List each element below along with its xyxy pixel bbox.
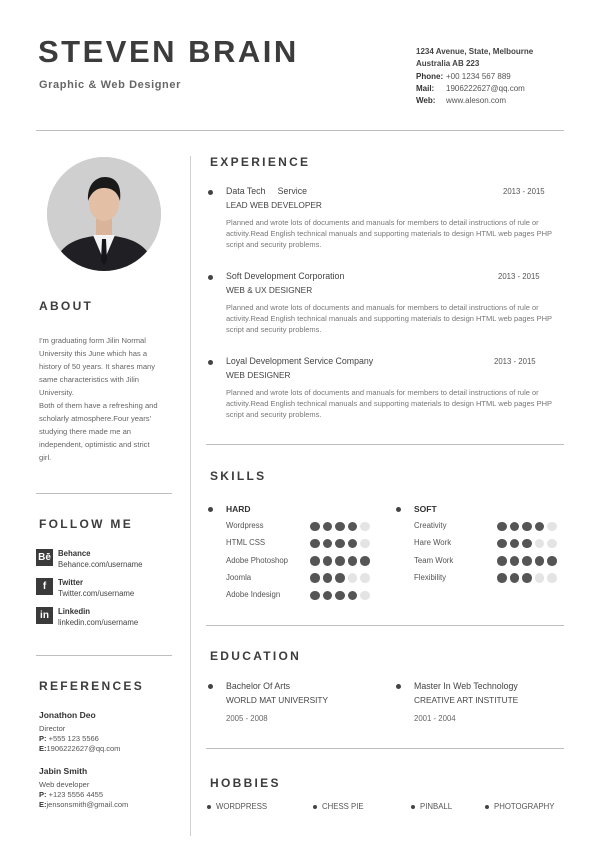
- address-line-2: Australia AB 223: [416, 59, 480, 69]
- about-line: girl.: [39, 453, 52, 462]
- hobby-item: [313, 802, 364, 811]
- about-line: I'm graduating form Jilin Normal: [39, 336, 146, 345]
- social-name: Twitter: [58, 578, 83, 587]
- right-divider: [206, 444, 564, 445]
- bullet-icon: [208, 684, 213, 689]
- rating-dot-empty: [547, 539, 557, 549]
- rating-dot-filled: [522, 556, 532, 566]
- about-line: independent, optimistic and strict: [39, 440, 150, 449]
- mail-row: [416, 83, 533, 95]
- hard-skill-rating: [310, 522, 370, 532]
- rating-dot-filled: [535, 556, 545, 566]
- experience-date: 2013 - 2015: [498, 272, 540, 281]
- education-degree: Master In Web Technology: [414, 681, 518, 691]
- hard-skill-label: Joomla: [226, 572, 252, 582]
- reference-entry: [39, 766, 128, 810]
- social-handle[interactable]: Behance.com/username: [58, 560, 143, 569]
- rating-dot-empty: [360, 522, 370, 532]
- reference-email-label: E:: [39, 744, 47, 753]
- twitter-icon: f: [36, 578, 53, 595]
- rating-dot-filled: [310, 591, 320, 601]
- rating-dot-filled: [323, 556, 333, 566]
- experience-date: 2013 - 2015: [503, 187, 545, 196]
- references-heading: REFERENCES: [39, 679, 145, 693]
- hobby-item: [207, 802, 267, 811]
- soft-skill-label: Creativity: [414, 521, 447, 530]
- reference-role: Director: [39, 724, 66, 733]
- reference-email[interactable]: 1906222627@qq.com: [46, 744, 121, 753]
- rating-dot-empty: [547, 522, 557, 532]
- web-label: Web:: [416, 96, 436, 106]
- reference-entry: [39, 710, 120, 754]
- education-school: WORLD MAT UNIVERSITY: [226, 695, 329, 705]
- behance-icon: Bē: [36, 549, 53, 566]
- rating-dot-filled: [535, 522, 545, 532]
- rating-dot-filled: [510, 573, 520, 583]
- hobby-label: WORDPRESS: [216, 802, 268, 811]
- rating-dot-filled: [335, 539, 345, 549]
- reference-phone-row: [39, 790, 128, 800]
- about-line: Both of them have a refreshing and: [39, 401, 158, 410]
- reference-phone-label: P:: [39, 790, 47, 799]
- experience-role: LEAD WEB DEVELOPER: [226, 200, 322, 210]
- experience-description: Planned and wrote lots of documents and manuals for members to detail instructions of rule or activity.Read English technical manuals and supporting materials to design HTML web pages PHP script and security problems.: [226, 303, 552, 334]
- soft-skill-rating: [497, 539, 557, 549]
- social-name: Linkedin: [58, 607, 91, 616]
- bullet-icon: [208, 360, 213, 365]
- rating-dot-filled: [323, 522, 333, 532]
- resume-job-title: Graphic & Web Designer: [39, 79, 181, 91]
- hard-skill-label: Adobe Photoshop: [226, 555, 288, 565]
- reference-phone: +555 123 5566: [46, 734, 99, 743]
- experience-role: WEB DESIGNER: [226, 370, 291, 380]
- rating-dot-filled: [335, 522, 345, 532]
- mail-value[interactable]: 1906222627@qq.com: [446, 83, 525, 93]
- rating-dot-filled: [510, 522, 520, 532]
- bullet-icon: [208, 190, 213, 195]
- hard-skill-rating: [310, 591, 370, 601]
- about-line: University this June which has a: [39, 349, 148, 358]
- rating-dot-filled: [522, 522, 532, 532]
- about-line: studying there made me an: [39, 427, 132, 436]
- rating-dot-empty: [348, 573, 358, 583]
- web-value[interactable]: www.aleson.com: [446, 96, 507, 106]
- hard-skill-label: HTML CSS: [226, 538, 266, 548]
- experience-company: Loyal Development Service Company: [226, 356, 374, 366]
- about-line: history of 50 years. It shares many: [39, 362, 156, 371]
- soft-skill-rating: [497, 573, 557, 583]
- rating-dot-filled: [497, 522, 507, 532]
- reference-email[interactable]: jensonsmith@gmail.com: [46, 800, 129, 809]
- bullet-icon: [396, 507, 401, 512]
- rating-dot-empty: [360, 591, 370, 601]
- hobby-label: CHESS PIE: [322, 802, 364, 811]
- experience-heading: EXPERIENCE: [210, 155, 311, 169]
- rating-dot-filled: [522, 539, 532, 549]
- follow-heading: FOLLOW ME: [39, 517, 134, 531]
- soft-skill-label: Hare Work: [414, 538, 452, 548]
- social-linkedin[interactable]: [36, 606, 138, 628]
- social-behance[interactable]: [36, 548, 143, 570]
- rating-dot-filled: [510, 539, 520, 549]
- about-line: scholarly atmosphere.Four years': [39, 414, 152, 423]
- resume-name: STEVEN BRAIN: [38, 34, 299, 69]
- rating-dot-filled: [497, 556, 507, 566]
- bullet-icon: [396, 684, 401, 689]
- web-row: [416, 95, 533, 107]
- rating-dot-empty: [360, 539, 370, 549]
- rating-dot-empty: [535, 539, 545, 549]
- rating-dot-filled: [310, 522, 320, 532]
- experience-role: WEB & UX DESIGNER: [226, 285, 313, 295]
- reference-phone-row: [39, 734, 120, 744]
- social-twitter[interactable]: [36, 577, 134, 599]
- linkedin-icon: in: [36, 607, 53, 624]
- phone-value: +00 1234 567 889: [446, 71, 511, 81]
- education-school: CREATIVE ART INSTITUTE: [414, 695, 519, 705]
- rating-dot-filled: [335, 573, 345, 583]
- social-handle[interactable]: linkedin.com/username: [58, 618, 139, 627]
- education-date: 2005 - 2008: [226, 714, 268, 723]
- header-divider: [36, 130, 564, 131]
- rating-dot-filled: [310, 539, 320, 549]
- bullet-icon: [208, 507, 213, 512]
- rating-dot-filled: [348, 591, 358, 601]
- reference-name: Jabin Smith: [39, 766, 88, 776]
- social-handle[interactable]: Twitter.com/username: [58, 589, 135, 598]
- education-heading: EDUCATION: [210, 649, 302, 663]
- soft-skills-heading: SOFT: [414, 504, 437, 514]
- rating-dot-empty: [360, 573, 370, 583]
- hard-skill-label: Wordpress: [226, 521, 264, 530]
- hard-skill-rating: [310, 539, 370, 549]
- experience-description: Planned and wrote lots of documents and manuals for members to detail instructions of rule or activity.Read English technical manuals and supporting materials to design HTML web pages PHP script and security problems.: [226, 218, 552, 249]
- rating-dot-filled: [547, 556, 557, 566]
- address-line-1: 1234 Avenue, State, Melbourne: [416, 47, 534, 56]
- hobby-label: PINBALL: [420, 802, 453, 811]
- rating-dot-filled: [348, 522, 358, 532]
- contact-block: [416, 46, 533, 107]
- reference-email-row: [39, 744, 120, 754]
- profile-photo: [47, 157, 161, 271]
- rating-dot-filled: [323, 591, 333, 601]
- soft-skill-rating: [497, 522, 557, 532]
- right-divider: [206, 748, 564, 749]
- hobby-label: PHOTOGRAPHY: [494, 802, 555, 811]
- hard-skill-rating: [310, 573, 370, 583]
- hard-skills-heading: HARD: [226, 504, 251, 514]
- rating-dot-empty: [535, 573, 545, 583]
- about-line: same characteristics with Jilin: [39, 375, 140, 384]
- person-avatar-icon: [47, 157, 161, 271]
- phone-label: Phone:: [416, 71, 444, 81]
- reference-role: Web developer: [39, 780, 90, 789]
- about-line: University.: [39, 388, 74, 397]
- experience-company: Soft Development Corporation: [226, 271, 345, 281]
- rating-dot-filled: [310, 556, 320, 566]
- hobby-item: [411, 802, 452, 811]
- experience-description: Planned and wrote lots of documents and manuals for members to detail instructions of rule or activity.Read English technical manuals and supporting materials to design HTML web pages PHP script and security problems.: [226, 388, 552, 419]
- about-heading: ABOUT: [39, 299, 94, 313]
- hard-skill-label: Adobe Indesign: [226, 590, 281, 600]
- rating-dot-empty: [547, 573, 557, 583]
- column-divider: [190, 156, 191, 836]
- rating-dot-filled: [335, 591, 345, 601]
- left-divider: [36, 655, 172, 656]
- right-divider: [206, 625, 564, 626]
- rating-dot-filled: [510, 556, 520, 566]
- hobby-item: [485, 802, 555, 811]
- bullet-icon: [411, 805, 415, 809]
- hobbies-heading: HOBBIES: [210, 776, 281, 790]
- mail-label: Mail:: [416, 83, 435, 93]
- rating-dot-filled: [497, 573, 507, 583]
- rating-dot-filled: [348, 556, 358, 566]
- about-text: [39, 334, 179, 464]
- rating-dot-filled: [522, 573, 532, 583]
- rating-dot-filled: [323, 539, 333, 549]
- hard-skill-rating: [310, 556, 370, 566]
- experience-company: Data Tech Service: [226, 186, 308, 196]
- rating-dot-filled: [360, 556, 370, 566]
- education-date: 2001 - 2004: [414, 714, 456, 723]
- phone-row: [416, 71, 533, 83]
- rating-dot-filled: [310, 573, 320, 583]
- rating-dot-filled: [335, 556, 345, 566]
- reference-name: Jonathon Deo: [39, 710, 96, 720]
- bullet-icon: [207, 805, 211, 809]
- reference-email-label: E:: [39, 800, 47, 809]
- reference-phone: +123 5556 4455: [46, 790, 104, 799]
- rating-dot-filled: [348, 539, 358, 549]
- skills-heading: SKILLS: [210, 469, 267, 483]
- reference-phone-label: P:: [39, 734, 47, 743]
- experience-date: 2013 - 2015: [494, 357, 536, 366]
- education-degree: Bachelor Of Arts: [226, 681, 291, 691]
- rating-dot-filled: [497, 539, 507, 549]
- social-name: Behance: [58, 549, 91, 558]
- bullet-icon: [313, 805, 317, 809]
- soft-skill-rating: [497, 556, 557, 566]
- bullet-icon: [208, 275, 213, 280]
- soft-skill-label: Flexibility: [414, 572, 447, 582]
- soft-skill-label: Team Work: [414, 555, 454, 565]
- bullet-icon: [485, 805, 489, 809]
- left-divider: [36, 493, 172, 494]
- reference-email-row: [39, 800, 128, 810]
- rating-dot-filled: [323, 573, 333, 583]
